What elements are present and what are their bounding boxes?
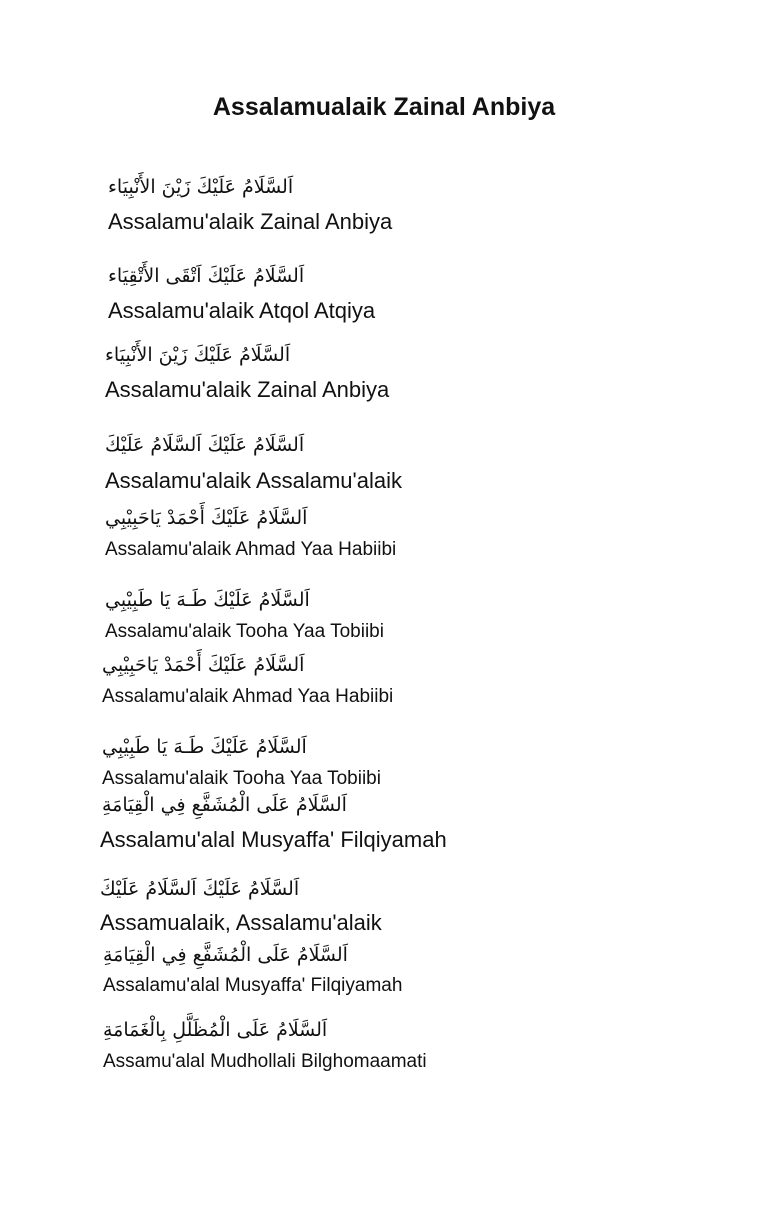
verse-arabic: اَلسَّلَامُ عَلَيْكَ اَلسَّلَامُ عَلَيْكَ — [105, 434, 305, 456]
verse-latin: Assamualaik, Assalamu'alaik — [100, 910, 382, 935]
verse-latin: Assalamu'alaik Ahmad Yaa Habiibi — [102, 686, 394, 707]
verse-arabic: اَلسَّلَامُ عَلَيْكَ طَـهَ يَا طَبِيْبِي — [102, 736, 307, 758]
verse-latin: Assalamu'alaik Tooha Yaa Tobiibi — [102, 768, 381, 789]
verse-latin: Assalamu'alaik Tooha Yaa Tobiibi — [105, 621, 384, 642]
verse-latin: Assalamu'alaik Assalamu'alaik — [105, 468, 402, 493]
verse-latin: Assalamu'alal Musyaffa' Filqiyamah — [100, 827, 447, 852]
verse-latin: Assalamu'alaik Zainal Anbiya — [108, 209, 393, 234]
verse-latin: Assalamu'alaik Atqol Atqiya — [108, 298, 376, 323]
verse-arabic: اَلسَّلَامُ عَلَى الْمُشَفَّعِ فِي الْقِيَامَةِ — [103, 944, 348, 966]
verse-latin: Assalamu'alaik Zainal Anbiya — [105, 377, 390, 402]
verse-arabic: اَلسَّلَامُ عَلَى الْمُظَلَّلِ بِالْغَمَامَةِ — [103, 1019, 328, 1041]
verse-arabic: اَلسَّلَامُ عَلَى الْمُشَفَّعِ فِي الْقِيَامَةِ — [102, 794, 347, 816]
verse-arabic: اَلسَّلَامُ عَلَيْكَ طَـهَ يَا طَبِيْبِي — [105, 589, 310, 611]
page-title: Assalamualaik Zainal Anbiya — [212, 93, 556, 121]
verse-arabic: اَلسَّلَامُ عَلَيْكَ زَيْنَ الأَنْبِيَاء — [105, 344, 291, 366]
verse-arabic: اَلسَّلَامُ عَلَيْكَ اَلسَّلَامُ عَلَيْكَ — [100, 878, 300, 900]
verse-latin: Assalamu'alal Musyaffa' Filqiyamah — [103, 975, 403, 996]
verse-arabic: اَلسَّلَامُ عَلَيْكَ أَحْمَدْ يَاحَبِيْبِي — [105, 507, 308, 529]
verse-arabic: اَلسَّلَامُ عَلَيْكَ اَتْقَى الأَتْقِيَاء — [108, 265, 305, 287]
verse-latin: Assalamu'alaik Ahmad Yaa Habiibi — [105, 539, 397, 560]
verse-latin: Assamu'alal Mudhollali Bilghomaamati — [103, 1051, 427, 1072]
verse-arabic: اَلسَّلَامُ عَلَيْكَ أَحْمَدْ يَاحَبِيْبِي — [102, 654, 305, 676]
verse-arabic: اَلسَّلَامُ عَلَيْكَ زَيْنَ الأَنْبِيَاء — [108, 176, 294, 198]
